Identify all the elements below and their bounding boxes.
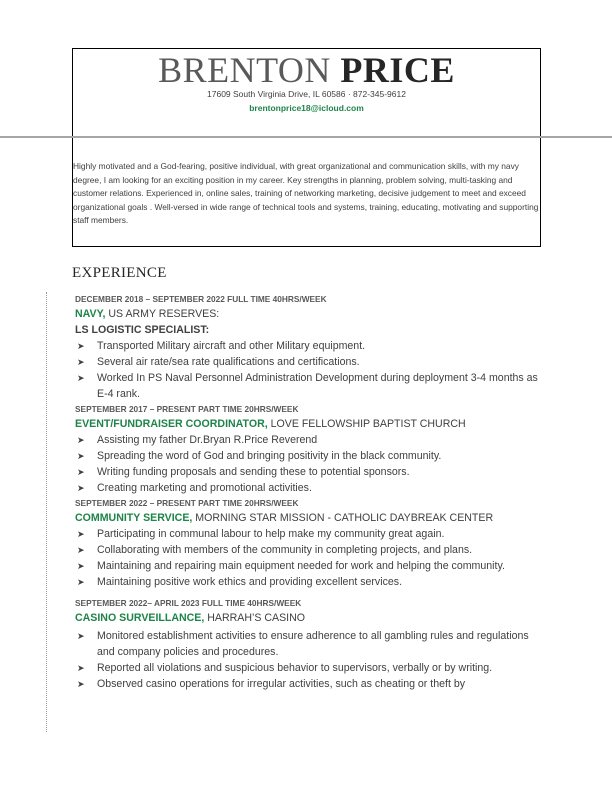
- job-role: [75, 510, 545, 526]
- arrowhead-bullet-icon: ➤: [77, 435, 85, 445]
- job-title: LS LOGISTIC SPECIALIST:: [75, 324, 210, 336]
- job-role: [75, 306, 545, 322]
- arrowhead-bullet-icon: ➤: [77, 529, 85, 539]
- arrowhead-bullet-icon: ➤: [77, 467, 85, 477]
- experience-heading: EXPERIENCE: [72, 265, 167, 281]
- list-item: ➤ Maintaining and repairing main equipment needed for work and helping the community.: [77, 560, 505, 572]
- summary-text: Highly motivated and a God-fearing, positive individual, with great organizational and communication skills, with my navy degree, I am looking for an exciting position in my career. Key strengths in planning, problem solving, multi-tasking and customer relations. Experienced in, online sales, training of networking marketing, decisive judgement to meet and exceed organizational goals . Well-versed in wide range of technical tools and systems, training, educating, motivating and supporting staff members.: [73, 161, 539, 226]
- role-name: CASINO SURVEILLANCE,: [75, 612, 205, 624]
- candidate-name: [72, 50, 541, 90]
- list-item: ➤ Assisting my father Dr.Bryan R.Price Reverend: [77, 434, 318, 446]
- contact-email[interactable]: brentonprice18@icloud.com: [249, 103, 364, 113]
- list-item: ➤ Monitored establishment activities to ensure adherence to all gambling rules and regulations and company policies and procedures.: [77, 630, 529, 658]
- list-item: ➤ Reported all violations and suspicious behavior to supervisors, verbally or by writing.: [77, 662, 493, 674]
- job-date: SEPTEMBER 2017 – PRESENT PART TIME 20HRS/WEEK: [75, 404, 299, 414]
- job-role: [75, 416, 545, 432]
- arrowhead-bullet-icon: ➤: [77, 663, 85, 673]
- list-item: ➤ Observed casino operations for irregular activities, such as cheating or theft by: [77, 678, 466, 690]
- dotted-margin-line: [46, 292, 47, 732]
- job-entry: [75, 596, 545, 692]
- arrowhead-bullet-icon: ➤: [77, 483, 85, 493]
- arrowhead-bullet-icon: ➤: [77, 561, 85, 571]
- list-item: ➤ Creating marketing and promotional activities.: [77, 482, 312, 494]
- arrowhead-bullet-icon: ➤: [77, 341, 85, 351]
- list-item: ➤ Participating in communal labour to help make my community great again.: [77, 528, 445, 540]
- last-name: PRICE: [340, 50, 455, 90]
- divider-line: [0, 136, 612, 138]
- arrowhead-bullet-icon: ➤: [77, 631, 85, 641]
- arrowhead-bullet-icon: ➤: [77, 451, 85, 461]
- list-item: ➤ Maintaining positive work ethics and providing excellent services.: [77, 576, 403, 588]
- arrowhead-bullet-icon: ➤: [77, 679, 85, 689]
- job-date: DECEMBER 2018 – SEPTEMBER 2022 FULL TIME 40HRS/WEEK: [75, 294, 327, 304]
- job-entry: [75, 496, 545, 590]
- list-item: ➤ Worked In PS Naval Personnel Administration Development during deployment 3-4 months as E-4 rank.: [77, 372, 538, 400]
- job-date: SEPTEMBER 2022 – PRESENT PART TIME 20HRS/WEEK: [75, 498, 299, 508]
- first-name: BRENTON: [158, 50, 331, 90]
- list-item: ➤ Writing funding proposals and sending these to potential sponsors.: [77, 466, 410, 478]
- role-name: COMMUNITY SERVICE,: [75, 512, 193, 524]
- list-item: ➤ Collaborating with members of the community in completing projects, and plans.: [77, 544, 473, 556]
- contact-address: 17609 South Virginia Drive, IL 60586 · 872-345-9612: [207, 89, 406, 99]
- organization: MORNING STAR MISSION - CATHOLIC DAYBREAK CENTER: [192, 512, 494, 524]
- role-name: EVENT/FUNDRAISER COORDINATOR,: [75, 418, 268, 430]
- job-role: [75, 610, 545, 626]
- job-entry: [75, 292, 545, 402]
- arrowhead-bullet-icon: ➤: [77, 545, 85, 555]
- organization: HARRAH’S CASINO: [204, 612, 305, 624]
- arrowhead-bullet-icon: ➤: [77, 577, 85, 587]
- arrowhead-bullet-icon: ➤: [77, 357, 85, 367]
- arrowhead-bullet-icon: ➤: [77, 373, 85, 383]
- list-item: ➤ Spreading the word of God and bringing positivity in the black community.: [77, 450, 442, 462]
- list-item: ➤ Transported Military aircraft and other Military equipment.: [77, 340, 366, 352]
- role-name: NAVY,: [75, 308, 106, 320]
- experience-list: [75, 292, 545, 692]
- job-date: SEPTEMBER 2022– APRIL 2023 FULL TIME 40HRS/WEEK: [75, 598, 302, 608]
- organization: US ARMY RESERVES:: [105, 308, 220, 320]
- job-entry: [75, 402, 545, 496]
- organization: LOVE FELLOWSHIP BAPTIST CHURCH: [267, 418, 466, 430]
- list-item: ➤ Several air rate/sea rate qualifications and certifications.: [77, 356, 360, 368]
